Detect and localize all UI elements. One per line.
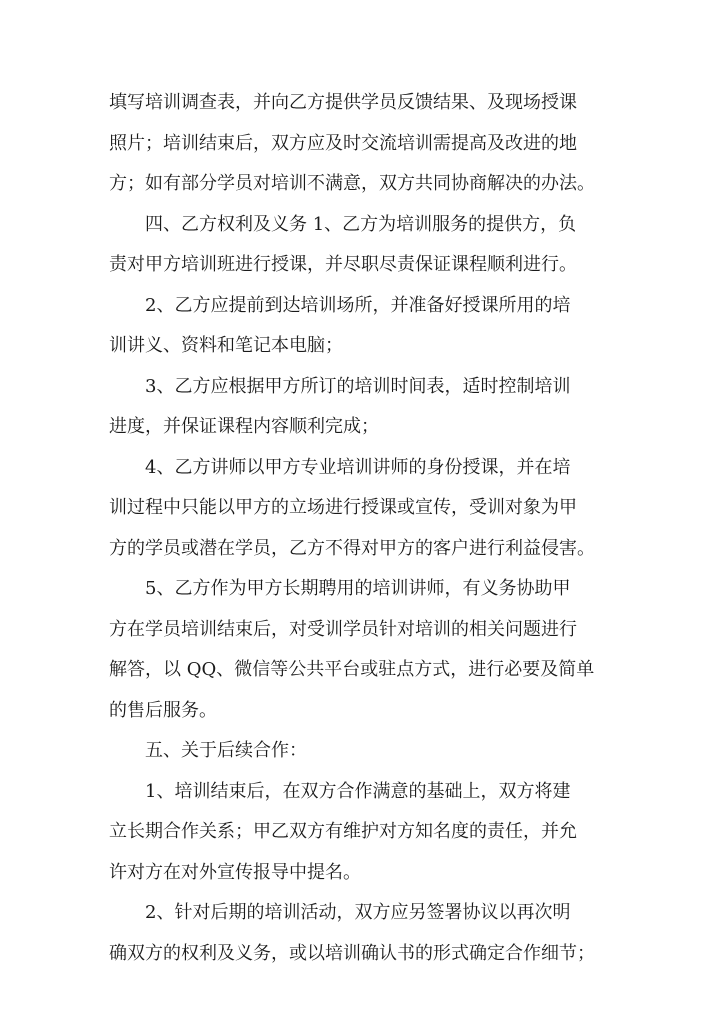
text-line: 立长期合作关系；甲乙双方有维护对方知名度的责任，并允	[109, 821, 577, 842]
text-line: 照片；培训结束后，双方应及时交流培训需提高及改进的地	[109, 132, 577, 154]
text-line: 方的学员或潜在学员，乙方不得对甲方的客户进行利益侵害。	[109, 537, 595, 559]
text-line: 责对甲方培训班进行授课，并尽职尽责保证课程顺利进行。	[109, 254, 577, 275]
text-line: 许对方在对外宣传报导中提名。	[109, 861, 361, 883]
text-line: 解答，以 QQ、微信等公共平台或驻点方式，进行必要及简单	[109, 659, 595, 680]
text-line: 方在学员培训结束后，对受训学员针对培训的相关问题进行	[109, 618, 577, 640]
clause-line: 5、乙方作为甲方长期聘用的培训讲师，有义务协助甲	[145, 578, 571, 599]
text-line: 训讲义、资料和笔记本电脑；	[109, 335, 343, 356]
text-line: 填写培训调查表，并向乙方提供学员反馈结果、及现场授课	[109, 92, 577, 113]
section-heading-line: 五、关于后续合作：	[145, 740, 307, 761]
contract-text	[109, 83, 619, 974]
text-line: 进度，并保证课程内容顺利完成；	[109, 416, 379, 437]
clause-line: 4、乙方讲师以甲方专业培训讲师的身份授课，并在培	[145, 456, 571, 478]
clause-line: 1、培训结束后，在双方合作满意的基础上，双方将建	[145, 780, 571, 802]
clause-line: 3、乙方应根据甲方所订的培训时间表，适时控制培训	[145, 375, 571, 397]
clause-line: 2、乙方应提前到达培训场所，并准备好授课所用的培	[145, 294, 571, 316]
clause-line: 2、针对后期的培训活动，双方应另签署协议以再次明	[145, 902, 571, 923]
section-heading-line: 四、乙方权利及义务 1、乙方为培训服务的提供方，负	[145, 213, 577, 235]
text-line: 训过程中只能以甲方的立场进行授课或宣传，受训对象为甲	[109, 497, 577, 518]
text-line: 的售后服务。	[109, 699, 217, 721]
text-line: 确双方的权利及义务，或以培训确认书的形式确定合作细节；	[109, 942, 595, 964]
text-line: 方；如有部分学员对培训不满意，双方共同协商解决的办法。	[109, 173, 595, 194]
